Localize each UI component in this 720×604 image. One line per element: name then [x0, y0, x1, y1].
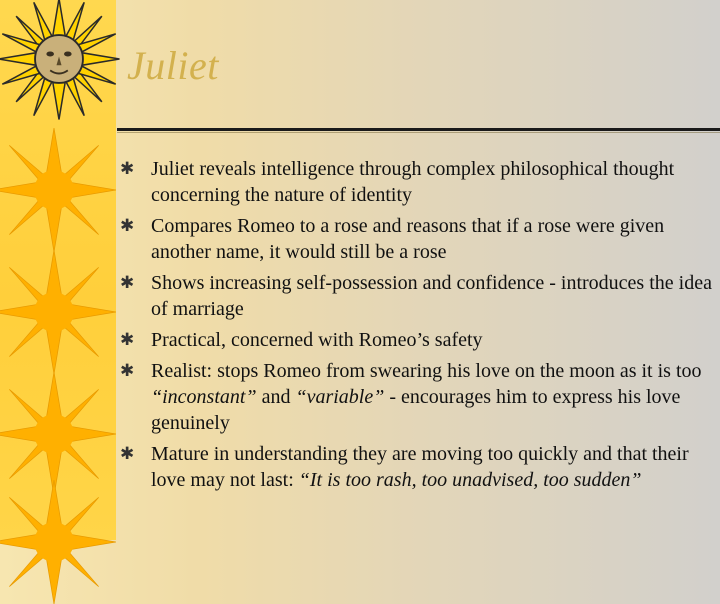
asterisk-bullet-icon: ✱ [120, 273, 135, 293]
bullet-text: Shows increasing self-possession and confidence - introduces the idea of marriage [151, 272, 712, 320]
bullet-item [120, 441, 712, 493]
bullet-item [120, 358, 712, 436]
asterisk-bullet-icon: ✱ [120, 361, 135, 381]
asterisk-bullet-icon: ✱ [120, 330, 135, 350]
decorative-sun-icon [0, 250, 116, 374]
bullet-item [120, 327, 712, 353]
decorative-sun-icon [0, 128, 116, 252]
quote-variable: “variable” [295, 386, 385, 408]
bullet-item [120, 156, 712, 208]
bullet-list [120, 156, 712, 498]
bullet-text: Compares Romeo to a rose and reasons that if a rose were given another name, it would still be a rose [151, 215, 665, 263]
sun-face-icon [0, 0, 122, 122]
asterisk-bullet-icon: ✱ [120, 159, 135, 179]
slide-title: Juliet [127, 43, 219, 88]
title-divider [117, 128, 720, 131]
bullet-text: - encourages him to express his love genuinely [151, 386, 681, 434]
asterisk-bullet-icon: ✱ [120, 216, 135, 236]
bullet-item [120, 213, 712, 265]
quote-too-rash: “It is too rash, too unadvised, too sudden” [298, 469, 642, 491]
bullet-text: and [256, 386, 296, 408]
quote-inconstant: “inconstant” [151, 386, 257, 408]
bullet-text: Realist: stops Romeo from swearing his love on the moon as it is too [151, 360, 702, 382]
decorative-sun-icon [0, 480, 116, 604]
bullet-text: Juliet reveals intelligence through complex philosophical thought concerning the nature of identity [151, 158, 675, 206]
decorative-sun-icon [0, 372, 116, 496]
bullet-text: Mature in understanding they are moving too quickly and that their love may not last: [151, 443, 689, 491]
bullet-item [120, 270, 712, 322]
asterisk-bullet-icon: ✱ [120, 444, 135, 464]
bullet-text: Practical, concerned with Romeo’s safety [151, 329, 483, 351]
